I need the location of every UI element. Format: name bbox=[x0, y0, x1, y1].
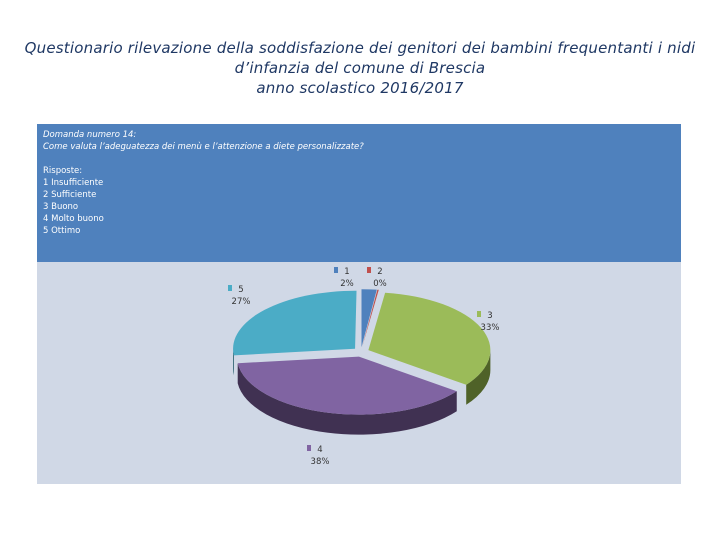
pie-slice-1-marker bbox=[334, 267, 338, 273]
slide-title bbox=[0, 38, 720, 98]
pie-slice-3-value-label: 33% bbox=[480, 323, 500, 333]
answer-item-4: 4 Molto buono bbox=[43, 214, 104, 224]
pie-chart bbox=[37, 262, 681, 484]
chart-area bbox=[37, 262, 681, 484]
pie-slice-1-category-label: 1 bbox=[344, 267, 350, 277]
question-text: Come valuta l’adeguatezza dei menù e l’attenzione a diete personalizzate? bbox=[43, 142, 364, 152]
title-line-2: d’infanzia del comune di Brescia bbox=[234, 59, 486, 77]
pie-slice-4-value-label: 38% bbox=[310, 457, 330, 467]
pie-slice-4-category-label: 4 bbox=[317, 445, 323, 455]
title-line-1: Questionario rilevazione della soddisfazione dei genitori dei bambini frequentanti i nidi bbox=[24, 39, 696, 57]
pie-slice-5-category-label: 5 bbox=[238, 285, 244, 295]
answers-header: Risposte: bbox=[43, 166, 83, 176]
question-number: Domanda numero 14: bbox=[43, 130, 137, 140]
pie-slice-2-category-label: 2 bbox=[377, 267, 383, 277]
pie-slice-2-value-label: 0% bbox=[373, 279, 387, 289]
pie-slice-3-marker bbox=[477, 311, 481, 317]
answer-item-2: 2 Sufficiente bbox=[43, 190, 97, 200]
answer-item-3: 3 Buono bbox=[43, 202, 79, 212]
answer-item-5: 5 Ottimo bbox=[43, 226, 81, 236]
pie-slice-4-marker bbox=[307, 445, 311, 451]
answer-item-1: 1 Insufficiente bbox=[43, 178, 104, 188]
title-line-3: anno scolastico 2016/2017 bbox=[256, 79, 464, 97]
pie-slice-5-value-label: 27% bbox=[231, 297, 251, 307]
pie-slice-2-marker bbox=[367, 267, 371, 273]
pie-slice-5-marker bbox=[228, 285, 232, 291]
pie-slice-5 bbox=[233, 291, 356, 356]
pie-slice-3-category-label: 3 bbox=[487, 311, 493, 321]
pie-slice-1-value-label: 2% bbox=[340, 279, 354, 289]
question-box bbox=[37, 124, 681, 262]
